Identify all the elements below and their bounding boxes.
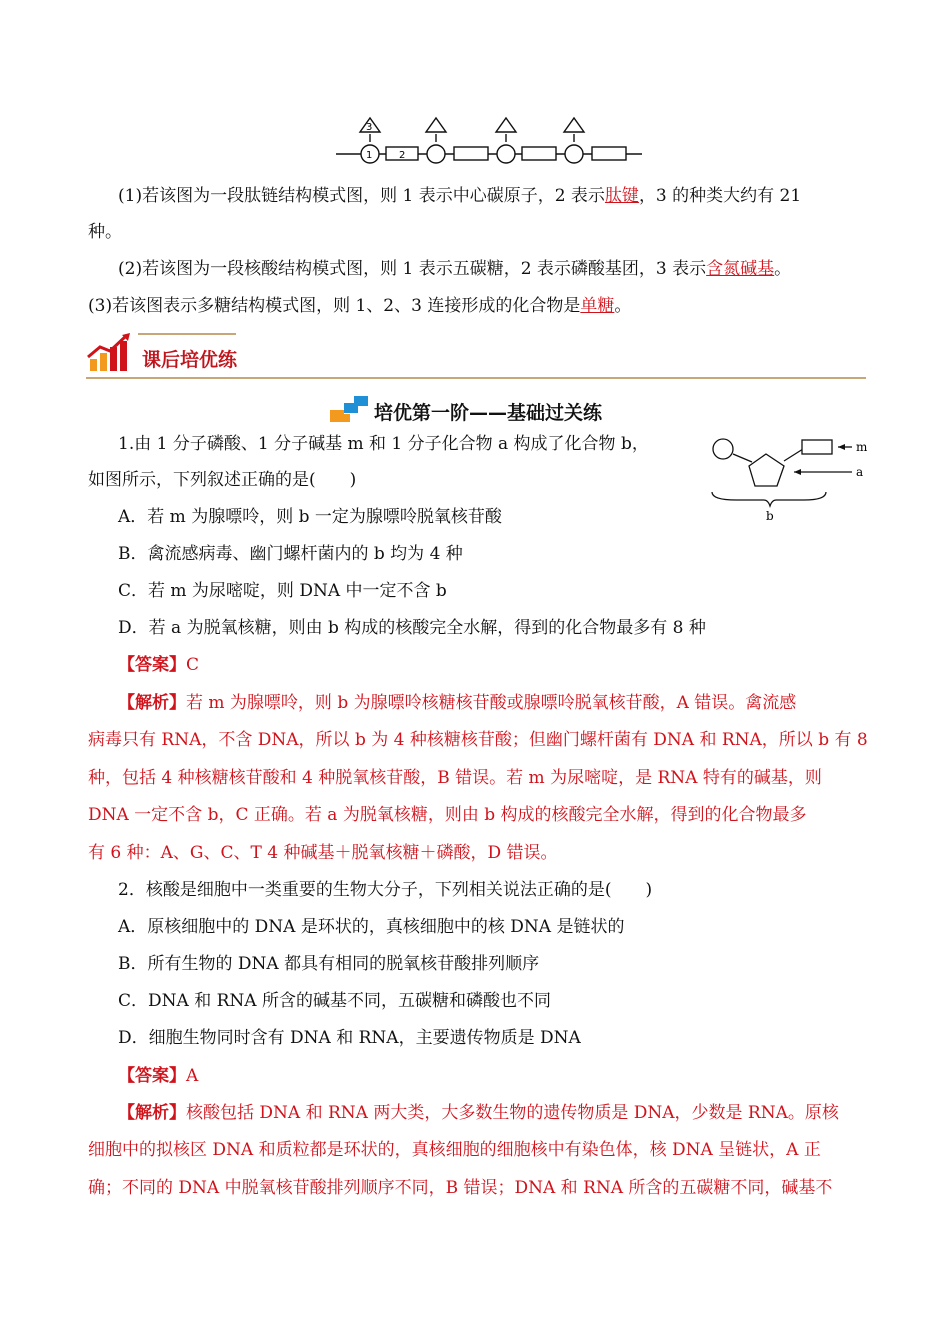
section-header-top-rule [138, 333, 236, 335]
q1-answer-label: 【答案】 [118, 655, 186, 675]
intro-paragraph-2 [118, 257, 868, 281]
q2-answer [118, 1064, 868, 1088]
q1-analysis-line2: 病毒只有 RNA，不含 DNA，所以 b 为 4 种核糖核苷酸；但幽门螺杆菌有 DNA 和 RNA，所以 b 有 8 [88, 730, 868, 750]
q1-analysis-line3: 种，包括 4 种核糖核苷酸和 4 种脱氧核苷酸，B 错误。若 m 为尿嘧啶，是 RNA 特有的碱基，则 [88, 768, 822, 788]
q2-answer-value: A [186, 1066, 199, 1086]
figure-label-a: a [856, 465, 864, 479]
q2-analysis-line2: 细胞中的拟核区 DNA 和质粒都是环状的，真核细胞的细胞核中有染色体，核 DNA 呈链状，A 正 [88, 1140, 821, 1160]
q2-analysis-line3: 确；不同的 DNA 中脱氧核苷酸排列顺序不同，B 错误；DNA 和 RNA 所含的五碳糖不同，碱基不 [88, 1178, 833, 1198]
intro-p3-text: (3)若该图表示多糖结构模式图，则 1、2、3 连接形成的化合物是 [88, 296, 581, 316]
q2-option-a: A．原核细胞中的 DNA 是环状的，真核细胞中的核 DNA 是链状的 [118, 917, 625, 937]
q1-option-a: A．若 m 为腺嘌呤，则 b 一定为腺嘌呤脱氧核苷酸 [118, 507, 502, 527]
q1-answer [118, 653, 868, 677]
q1-option-c: C．若 m 为尿嘧啶，则 DNA 中一定不含 b [118, 581, 447, 601]
q1-analysis-line1 [118, 691, 868, 715]
q2-answer-label: 【答案】 [118, 1066, 186, 1086]
intro-p1-blank: 肽键 [604, 186, 639, 206]
intro-p1-text: (1)若该图为一段肽链结构模式图，则 1 表示中心碳原子，2 表示 [118, 186, 605, 206]
tier-title-text: 培优第一阶——基础过关练 [374, 402, 603, 424]
q2-analysis-line1 [118, 1101, 868, 1125]
figure-label-b: b [766, 509, 774, 523]
q1-analysis-line4: DNA 一定不含 b，C 正确。若 a 为脱氧核糖，则由 b 构成的核酸完全水解，得到的化合物最多 [88, 805, 807, 825]
chain-structure-diagram [336, 112, 646, 168]
q1-stem-line2: 如图所示，下列叙述正确的是( ) [88, 470, 357, 490]
intro-paragraph-1-cont: 种。 [88, 222, 122, 242]
intro-p3-text-end: 。 [614, 296, 632, 316]
intro-paragraph-3 [88, 294, 868, 318]
q2-analysis-text1: 核酸包括 DNA 和 RNA 两大类，大多数生物的遗传物质是 DNA，少数是 RNA。原核 [186, 1103, 839, 1123]
diagram-label-1: 1 [366, 150, 373, 161]
diagram-label-3: 3 [366, 122, 373, 133]
q2-analysis-label: 【解析】 [118, 1103, 186, 1123]
intro-paragraph-1 [118, 184, 868, 208]
q1-analysis-text1: 若 m 为腺嘌呤，则 b 为腺嘌呤核糖核苷酸或腺嘌呤脱氧核苷酸，A 错误。禽流感 [186, 693, 797, 713]
diagram-label-2: 2 [399, 150, 406, 161]
q2-option-b: B．所有生物的 DNA 都具有相同的脱氧核苷酸排列顺序 [118, 954, 540, 974]
figure-label-m: m [856, 440, 868, 454]
section-header [86, 333, 866, 379]
growth-chart-icon [86, 333, 134, 373]
q2-option-c: C．DNA 和 RNA 所含的碱基不同，五碳糖和磷酸也不同 [118, 991, 551, 1011]
intro-p1-text-end: ，3 的种类大约有 21 [638, 186, 802, 206]
q1-answer-value: C [186, 655, 200, 675]
q1-option-d: D．若 a 为脱氧核糖，则由 b 构成的核酸完全水解，得到的化合物最多有 8 种 [118, 618, 706, 638]
q1-analysis-line5: 有 6 种：A、G、C、T 4 种碱基＋脱氧核糖＋磷酸，D 错误。 [88, 843, 558, 863]
section-title: 课后培优练 [142, 349, 238, 371]
q2-stem: 2．核酸是细胞中一类重要的生物大分子，下列相关说法正确的是( ) [118, 880, 653, 900]
q1-option-b: B．禽流感病毒、幽门螺杆菌内的 b 均为 4 种 [118, 544, 463, 564]
q1-stem-line1: 1.由 1 分子磷酸、1 分子碱基 m 和 1 分子化合物 a 构成了化合物 b， [118, 434, 649, 454]
intro-p2-text: (2)若该图为一段核酸结构模式图，则 1 表示五碳糖，2 表示磷酸基团，3 表示 [118, 259, 707, 279]
intro-p2-blank: 含氮碱基 [706, 259, 775, 279]
q2-option-d: D．细胞生物同时含有 DNA 和 RNA，主要遗传物质是 DNA [118, 1028, 581, 1048]
section-divider [86, 377, 866, 379]
intro-p3-blank: 单糖 [580, 296, 615, 316]
q1-analysis-label: 【解析】 [118, 693, 186, 713]
stairs-icon [330, 396, 370, 424]
intro-p2-text-end: 。 [774, 259, 792, 279]
